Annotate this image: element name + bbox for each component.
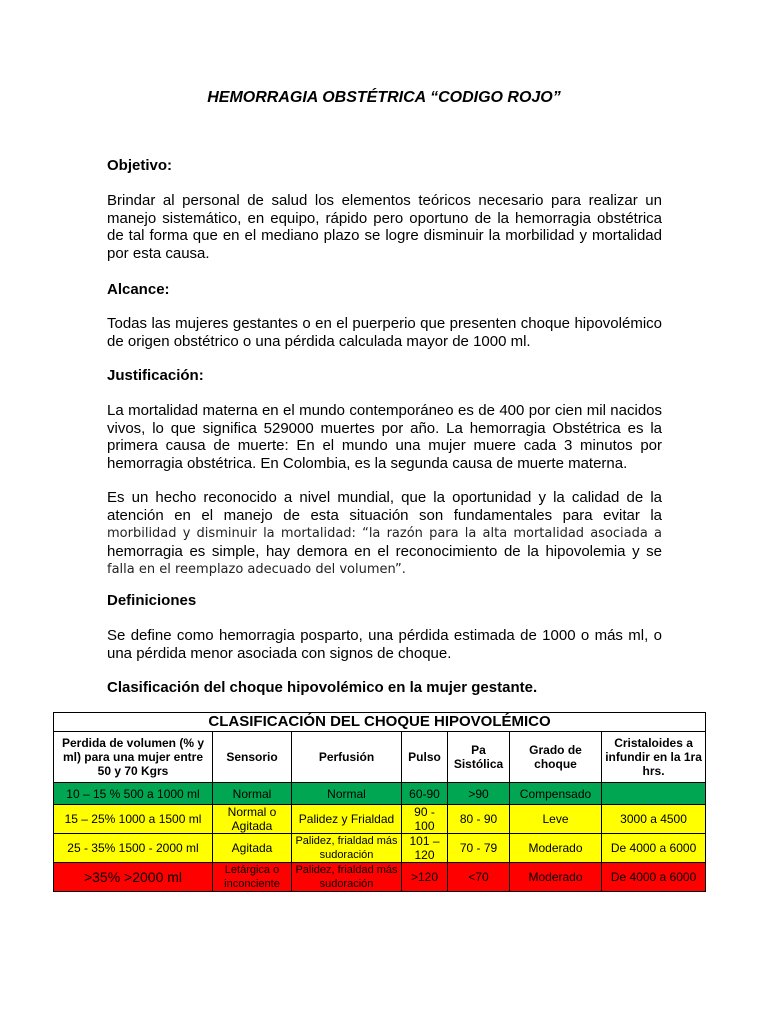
table-cell: 60-90 (402, 783, 448, 805)
table-cell: Normal (213, 783, 292, 805)
table-cell: De 4000 a 6000 (602, 834, 706, 863)
table-cell: 101 – 120 (402, 834, 448, 863)
document-title: HEMORRAGIA OBSTÉTRICA “CODIGO ROJO” (207, 89, 561, 106)
justificacion-paragraph-1: La mortalidad materna en el mundo contemporáneo es de 400 por cien mil nacidos vivos, lo que significa 529000 muertes por año. La hemorragia Obstétrica es la primera causa de muerte: En el mundo una mujer muere cada 3 minutos por hemorragia obstétrica. En Colombia, es la segunda causa de muerte materna. (107, 402, 662, 472)
table-cell: Normal o Agitada (213, 805, 292, 834)
definiciones-text: Se define como hemorragia posparto, una pérdida estimada de 1000 o más ml, o una pérdida menor asociada con signos de choque. (107, 627, 662, 662)
table-cell: 10 – 15 % 500 a 1000 ml (54, 783, 213, 805)
table-cell: Letárgica o inconciente (213, 863, 292, 892)
table-cell: 90 - 100 (402, 805, 448, 834)
justificacion-p2-line-1: Es un hecho reconocido a nivel mundial, que la oportunidad y la calidad de la atención en el manejo de esta situación son fundamentales para evitar la (107, 489, 662, 524)
table-row (54, 783, 706, 805)
table-cell: 3000 a 4500 (602, 805, 706, 834)
table-cell: >35% >2000 ml (54, 863, 213, 892)
table-cell: Agitada (213, 834, 292, 863)
hypovolemic-shock-table (53, 712, 706, 892)
clasificacion-heading: Clasificación del choque hipovolémico en la mujer gestante. (107, 679, 538, 696)
table-row (54, 805, 706, 834)
table-cell: Normal (292, 783, 402, 805)
table-caption: CLASIFICACIÓN DEL CHOQUE HIPOVOLÉMICO (54, 713, 706, 732)
column-header: Pa Sistólica (448, 732, 510, 783)
table-cell: >90 (448, 783, 510, 805)
table-cell: Palidez y Frialdad (292, 805, 402, 834)
justificacion-p2-line-2: morbilidad y disminuir la mortalidad: “la razón para la alta mortalidad asociada a (107, 526, 662, 541)
table-cell: <70 (448, 863, 510, 892)
column-header: Cristaloides a infundir en la 1ra hrs. (602, 732, 706, 783)
column-header: Pulso (402, 732, 448, 783)
table-cell: De 4000 a 6000 (602, 863, 706, 892)
alcance-text: Todas las mujeres gestantes o en el puerperio que presenten choque hipovolémico de origen obstétrico o una pérdida calculada mayor de 1000 ml. (107, 315, 662, 350)
table-cell: Moderado (510, 863, 602, 892)
justificacion-p2-line-4: falla en el reemplazo adecuado del volumen”. (107, 562, 406, 577)
table-cell (602, 783, 706, 805)
table-cell: 25 - 35% 1500 - 2000 ml (54, 834, 213, 863)
column-header: Perfusión (292, 732, 402, 783)
table-cell: Leve (510, 805, 602, 834)
table-cell: 80 - 90 (448, 805, 510, 834)
alcance-heading: Alcance: (107, 281, 170, 298)
table-cell: Palidez, frialdad más sudoración (292, 863, 402, 892)
table-cell: Compensado (510, 783, 602, 805)
table-row (54, 863, 706, 892)
table-row (54, 834, 706, 863)
table-cell: >120 (402, 863, 448, 892)
justificacion-paragraph-2 (107, 489, 662, 579)
column-header: Sensorio (213, 732, 292, 783)
table-cell: Palidez, frialdad más sudoración (292, 834, 402, 863)
objetivo-heading: Objetivo: (107, 157, 173, 174)
definiciones-heading: Definiciones (107, 592, 197, 609)
table-header-row (54, 732, 706, 783)
justificacion-p2-line-3: hemorragia es simple, hay demora en el reconocimiento de la hipovolemia y se (107, 542, 662, 560)
objetivo-text: Brindar al personal de salud los elementos teóricos necesario para realizar un manejo sistemático, en equipo, rápido pero oportuno de la hemorragia obstétrica de tal forma que en el mediano plazo se logre disminuir la morbilidad y mortalidad por esta causa. (107, 192, 662, 262)
table-cell: 15 – 25% 1000 a 1500 ml (54, 805, 213, 834)
column-header: Perdida de volumen (% y ml) para una mujer entre 50 y 70 Kgrs (54, 732, 213, 783)
justificacion-heading: Justificación: (107, 367, 204, 384)
table-cell: Moderado (510, 834, 602, 863)
column-header: Grado de choque (510, 732, 602, 783)
table-cell: 70 - 79 (448, 834, 510, 863)
